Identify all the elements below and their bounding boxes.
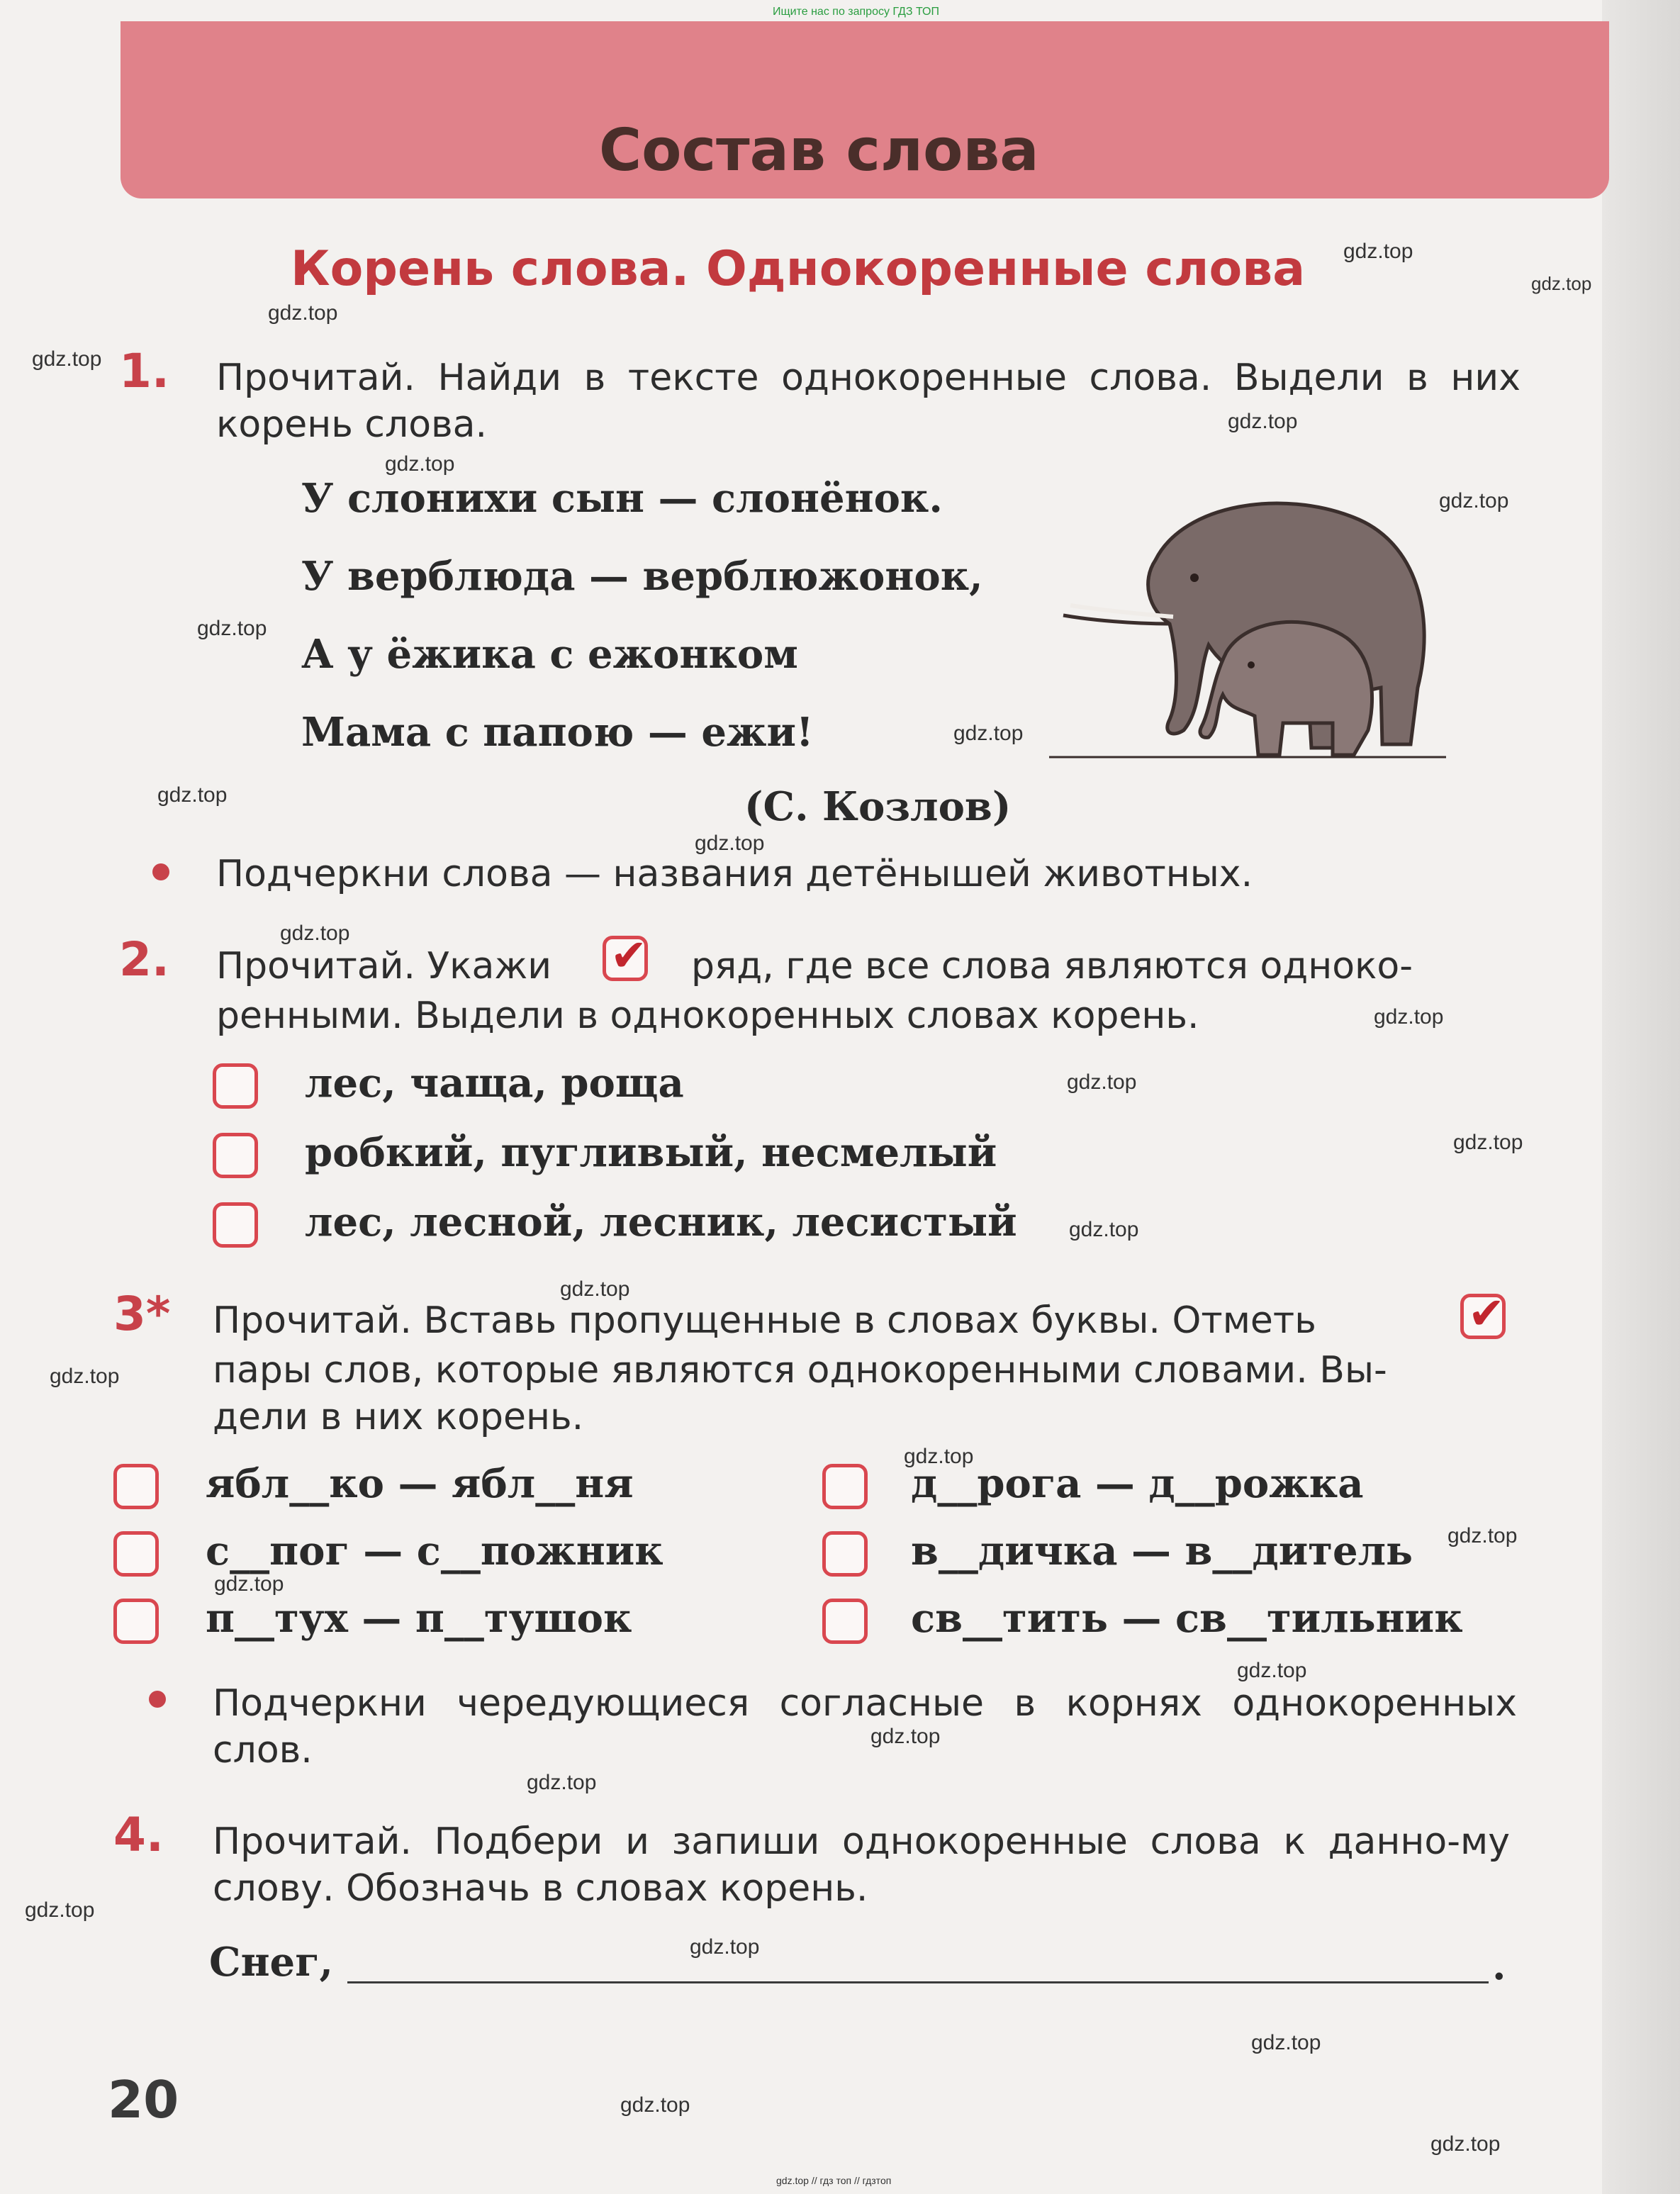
task-3-right-2-checkbox[interactable]: [822, 1531, 868, 1577]
instruction-check-box: [603, 929, 648, 981]
watermark: gdz.top: [214, 1572, 284, 1596]
watermark: gdz.top: [1343, 240, 1413, 263]
task-2-option-1: лес, чаща, роща: [305, 1060, 684, 1107]
watermark: gdz.top: [620, 2093, 690, 2117]
watermark: gdz.top: [527, 1771, 597, 1794]
task-1-bullet-text: Подчеркни слова — названия детёнышей животных.: [216, 853, 1253, 895]
watermark: gdz.top: [695, 832, 765, 855]
task-3-bullet-text: Подчеркни чередующиеся согласные в корнях однокоренных слов.: [213, 1682, 1517, 1772]
task-1-number: 1.: [119, 344, 169, 398]
task-3-left-3-checkbox[interactable]: [113, 1599, 159, 1644]
task-3-right-1: д__рога — д__рожка: [911, 1460, 1364, 1507]
watermark: gdz.top: [904, 1445, 974, 1468]
watermark: gdz.top: [1430, 2132, 1501, 2156]
watermark: gdz.top: [1067, 1070, 1137, 1094]
task-3-text-line3: дели в них корень.: [213, 1396, 584, 1438]
task-3-right-1-checkbox[interactable]: [822, 1464, 868, 1509]
watermark: gdz.top: [1069, 1218, 1139, 1241]
task-3-right-3-checkbox[interactable]: [822, 1599, 868, 1644]
watermark: gdz.top: [1453, 1131, 1523, 1154]
page-edge-shade: [1602, 0, 1680, 2194]
watermark: gdz.top: [1228, 410, 1298, 433]
task-2-option-3-checkbox[interactable]: [213, 1202, 258, 1248]
watermark: gdz.top: [690, 1935, 760, 1959]
task-3-left-1: ябл__ко — ябл__ня: [206, 1460, 634, 1507]
top-notice: Ищите нас по запросу ГДЗ ТОП: [773, 6, 939, 18]
answer-line[interactable]: [347, 1981, 1489, 1983]
watermark: gdz.top: [1237, 1659, 1307, 1682]
page-number: 20: [108, 2070, 179, 2129]
poem-line-3: А у ёжика с ежонком: [301, 631, 798, 678]
task-2-text-line2: ренными. Выдели в однокоренных словах корень.: [216, 995, 1199, 1037]
watermark: gdz.top: [268, 301, 338, 325]
task-2-text-end: ряд, где все слова являются одноко-: [691, 945, 1413, 987]
watermark: gdz.top: [25, 1898, 95, 1922]
check-mark-icon: ✔: [1468, 1287, 1505, 1339]
task-4-text: Прочитай. Подбери и запиши однокоренные слова к данно-му слову. Обозначь в словах корень.: [213, 1820, 1510, 1910]
task-1-text: Прочитай. Найди в тексте однокоренные слова. Выдели в них корень слова.: [216, 357, 1521, 446]
task-3-text-line1: Прочитай. Вставь пропущенные в словах буквы. Отметь: [213, 1299, 1316, 1342]
task-2-option-1-checkbox[interactable]: [213, 1063, 258, 1109]
page-subtitle: Корень слова. Однокоренные слова: [291, 241, 1306, 297]
watermark: gdz.top: [953, 722, 1024, 745]
watermark: gdz.top: [280, 922, 350, 945]
poem-line-4: Мама с папою — ежи!: [301, 709, 814, 756]
task-3-right-2: в__дичка — в__дитель: [911, 1528, 1413, 1574]
check-mark-icon: ✔: [610, 929, 647, 981]
task-2-text-start: Прочитай. Укажи: [216, 945, 552, 987]
task-2-option-2-checkbox[interactable]: [213, 1133, 258, 1178]
watermark: gdz.top: [1447, 1524, 1518, 1547]
watermark: gdz.top: [1374, 1005, 1444, 1029]
task-3-text-line2: пары слов, которые являются однокоренными словами. Вы-: [213, 1349, 1387, 1392]
watermark: gdz.top: [870, 1725, 941, 1748]
task-3-left-3: п__тух — п__тушок: [206, 1595, 632, 1642]
watermark: gdz.top: [157, 783, 228, 807]
task-4-end: .: [1492, 1942, 1506, 1989]
bottom-footer: gdz.top // гдз топ // гдзтоп: [776, 2175, 892, 2186]
watermark: gdz.top: [1439, 489, 1509, 513]
task-3-right-3: св__тить — св__тильник: [911, 1595, 1463, 1642]
task-3-left-2-checkbox[interactable]: [113, 1531, 159, 1577]
watermark: gdz.top: [385, 452, 455, 476]
task-3-number: 3*: [113, 1287, 171, 1341]
task-3-bullet: [149, 1691, 166, 1708]
watermark: gdz.top: [1251, 2031, 1321, 2054]
elephants-illustration: [1049, 475, 1446, 759]
task-4-number: 4.: [113, 1808, 164, 1862]
task-2-option-3: лес, лесной, лесник, лесистый: [305, 1199, 1017, 1246]
page-title: Состав слова: [599, 117, 1039, 184]
task-2-number: 2.: [119, 932, 169, 987]
task-3-left-1-checkbox[interactable]: [113, 1464, 159, 1509]
task-1-bullet: [152, 863, 169, 880]
watermark: gdz.top: [32, 347, 102, 371]
task-3-left-2: с__пог — с__пожник: [206, 1528, 663, 1574]
poem-author: (С. Козлов): [744, 783, 1012, 830]
poem-line-2: У верблюда — верблюжонок,: [301, 553, 983, 600]
watermark: gdz.top: [1531, 273, 1592, 294]
watermark: gdz.top: [197, 617, 267, 640]
task-3-check-box: [1460, 1287, 1506, 1339]
task-4-prompt: Снег,: [209, 1939, 333, 1986]
watermark: gdz.top: [50, 1365, 120, 1388]
task-2-option-2: робкий, пугливый, несмелый: [305, 1129, 997, 1176]
watermark: gdz.top: [560, 1277, 630, 1301]
poem-line-1: У слонихи сын — слонёнок.: [301, 475, 943, 522]
